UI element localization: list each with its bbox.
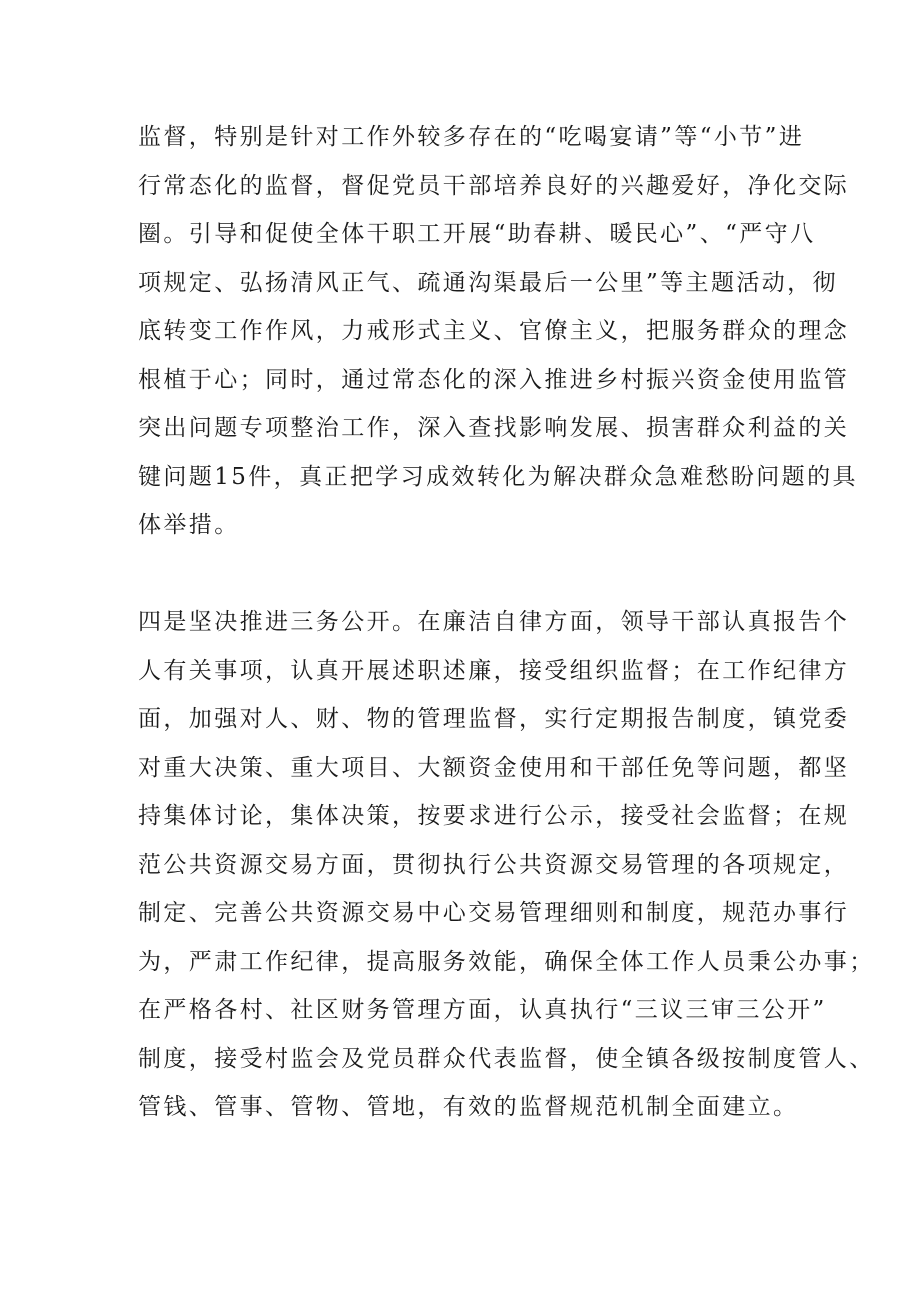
text-line: 行常态化的监督，督促党员干部培养良好的兴趣爱好，净化交际 bbox=[138, 172, 850, 199]
text-line: 体举措。 bbox=[138, 512, 240, 538]
text-line: 制定、完善公共资源交易中心交易管理细则和制度，规范办事行 bbox=[138, 900, 850, 926]
text-line: 在严格各村、社区财务管理方面，认真执行“三议三审三公开” bbox=[138, 997, 827, 1023]
text-line: 监督，特别是针对工作外较多存在的“吃喝宴请”等“小节”进 bbox=[138, 124, 805, 150]
text-line: 管钱、管事、管物、管地，有效的监督规范机制全面建立。 bbox=[138, 1094, 799, 1120]
text-line: 人有关事项，认真开展述职述廉，接受组织监督；在工作纪律方 bbox=[138, 657, 850, 684]
paragraph-three-affairs-disclosure bbox=[138, 598, 875, 1132]
text-line: 项规定、弘扬清风正气、疏通沟渠最后一公里”等主题活动，彻 bbox=[138, 269, 838, 296]
text-line: 突出问题专项整治工作，深入查找影响发展、损害群众利益的关 bbox=[138, 415, 850, 441]
text-line: 持集体讨论，集体决策，按要求进行公示，接受社会监督；在规 bbox=[138, 803, 850, 829]
text-line: 对重大决策、重大项目、大额资金使用和干部任免等问题，都坚 bbox=[138, 754, 850, 781]
text-line: 范公共资源交易方面，贯彻执行公共资源交易管理的各项规定， bbox=[138, 851, 850, 878]
text-line: 底转变工作作风，力戒形式主义、官僚主义，把服务群众的理念 bbox=[138, 318, 850, 344]
text-line: 为，严肃工作纪律，提高服务效能，确保全体工作人员秉公办事； bbox=[138, 948, 875, 975]
text-line: 根植于心；同时，通过常态化的深入推进乡村振兴资金使用监管 bbox=[138, 366, 850, 393]
text-line: 四是坚决推进三务公开。在廉洁自律方面，领导干部认真报告个 bbox=[138, 609, 850, 635]
text-line: 圈。引导和促使全体干职工开展“助春耕、暖民心”、“严守八 bbox=[138, 221, 816, 247]
text-line: 面，加强对人、财、物的管理监督，实行定期报告制度，镇党委 bbox=[138, 706, 850, 732]
paragraph-supervision bbox=[138, 113, 858, 550]
text-line: 制度，接受村监会及党员群众代表监督，使全镇各级按制度管人、 bbox=[138, 1045, 875, 1072]
text-line: 键问题15件，真正把学习成效转化为解决群众急难愁盼问题的具 bbox=[138, 463, 858, 490]
